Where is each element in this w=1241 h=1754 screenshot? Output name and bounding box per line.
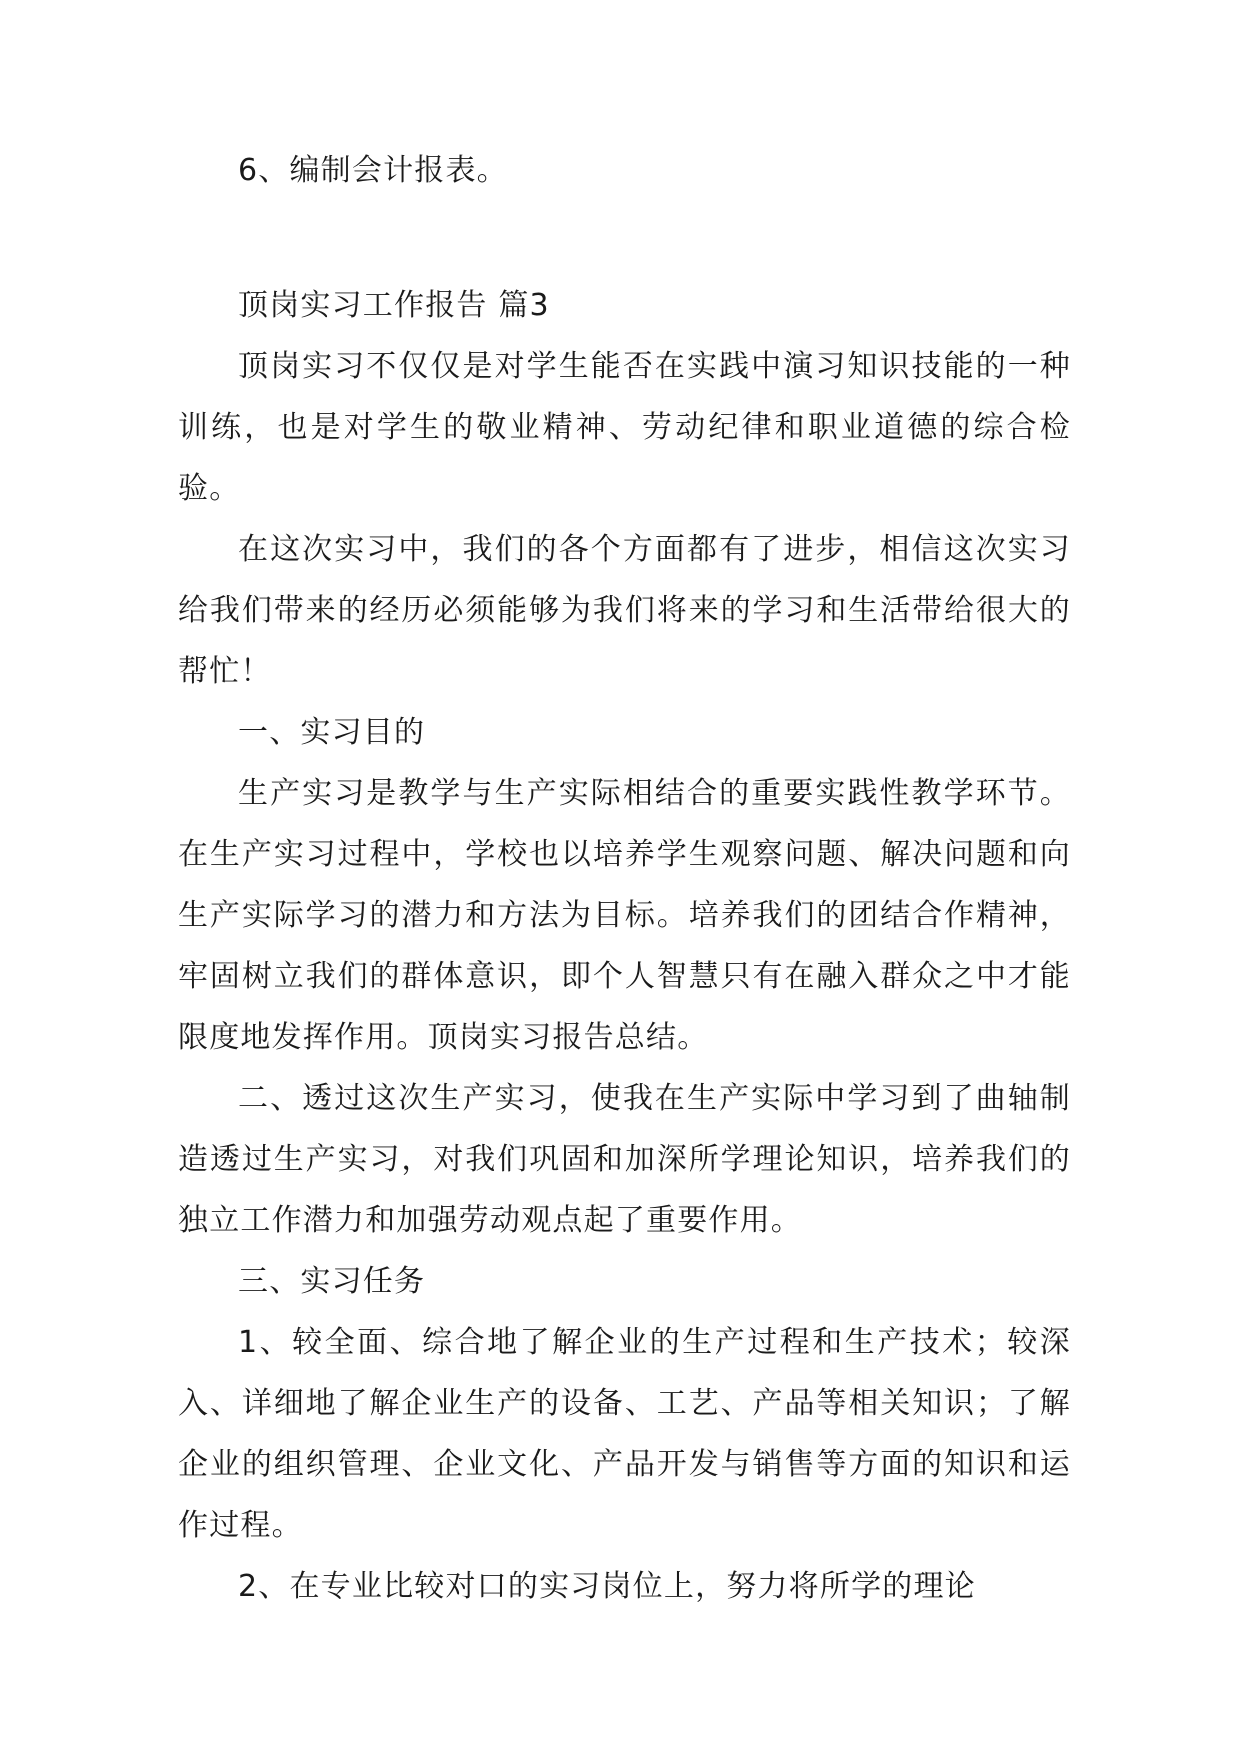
section-title: 顶岗实习工作报告 篇3 xyxy=(238,288,550,323)
paragraph-intro-1: 顶岗实习不仅仅是对学生能否在实践中演习知识技能的一种训练，也是对学生的敬业精神、劳动纪律和职业道德的综合检验。 xyxy=(178,349,1071,506)
paragraph-task-2: 2、在专业比较对口的实习岗位上，努力将所学的理论 xyxy=(238,1569,976,1604)
sub-heading-tasks: 三、实习任务 xyxy=(238,1264,426,1299)
document-body xyxy=(178,140,1071,1617)
paragraph-intro-2: 在这次实习中，我们的各个方面都有了进步，相信这次实习给我们带来的经历必须能够为我们将来的学习和生活带给很大的帮忙！ xyxy=(178,532,1071,689)
list-item: 6、编制会计报表。 xyxy=(238,153,508,188)
paragraph-section-two: 二、透过这次生产实习，使我在生产实际中学习到了曲轴制造透过生产实习，对我们巩固和加深所学理论知识，培养我们的独立工作潜力和加强劳动观点起了重要作用。 xyxy=(178,1081,1071,1238)
sub-heading-purpose: 一、实习目的 xyxy=(238,715,426,750)
paragraph-purpose-body: 生产实习是教学与生产实际相结合的重要实践性教学环节。在生产实习过程中，学校也以培养学生观察问题、解决问题和向生产实际学习的潜力和方法为目标。培养我们的团结合作精神，牢固树立我们的群体意识，即个人智慧只有在融入群众之中才能限度地发挥作用。顶岗实习报告总结。 xyxy=(178,776,1071,1055)
paragraph-task-1: 1、较全面、综合地了解企业的生产过程和生产技术；较深入、详细地了解企业生产的设备、工艺、产品等相关知识；了解企业的组织管理、企业文化、产品开发与销售等方面的知识和运作过程。 xyxy=(178,1325,1071,1543)
